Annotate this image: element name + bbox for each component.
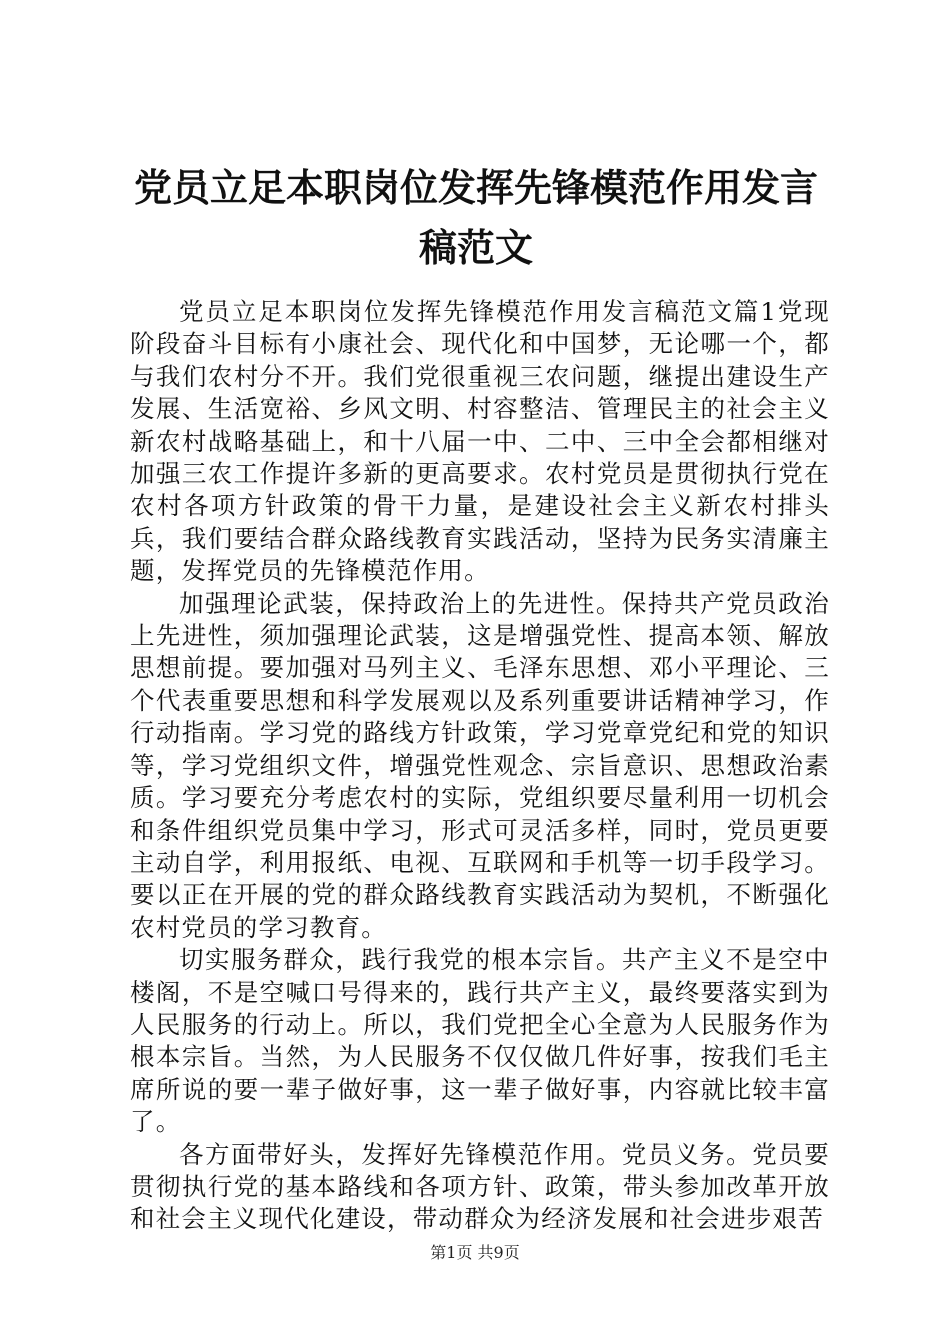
paragraph-4: 各方面带好头，发挥好先锋模范作用。党员义务。党员要贯彻执行党的基本路线和各项方针、政策，带头参加改革开放和社会主义现代化建设，带动群众为经济发展和社会进步艰苦 — [130, 1139, 830, 1234]
page-number-footer: 第1页 共9页 — [430, 1243, 520, 1262]
document-title: 党员立足本职岗位发挥先锋模范作用发言稿范文 — [133, 166, 818, 270]
paragraph-2: 加强理论武装，保持政治上的先进性。保持共产党员政治上先进性，须加强理论武装，这是增强党性、提高本领、解放思想前提。要加强对马列主义、毛泽东思想、邓小平理论、三个代表重要思想和科学发展观以及系列重要讲话精神学习，作行动指南。学习党的路线方针政策，学习党章党纪和党的知识等，学习党组织文件，增强党性观念、宗旨意识、思想政治素质。学习要充分考虑农村的实际，党组织要尽量利用一切机会和条件组织党员集中学习，形式可灵活多样，同时，党员更要主动自学，利用报纸、电视、互联网和手机等一切手段学习。要以正在开展的党的群众路线教育实践活动为契机，不断强化农村党员的学习教育。 — [130, 588, 830, 942]
paragraph-1: 党员立足本职岗位发挥先锋模范作用发言稿范文篇1党现阶段奋斗目标有小康社会、现代化和中国梦，无论哪一个，都与我们农村分不开。我们党很重视三农问题，继提出建设生产发展、生活宽裕、乡风文明、村容整洁、管理民主的社会主义新农村战略基础上，和十八届一中、二中、三中全会都相继对加强三农工作提许多新的更高要求。农村党员是贯彻执行党在农村各项方针政策的骨干力量，是建设社会主义新农村排头兵，我们要结合群众路线教育实践活动，坚持为民务实清廉主题，发挥党员的先锋模范作用。 — [130, 297, 830, 586]
document-body — [130, 296, 830, 1236]
paragraph-3: 切实服务群众，践行我党的根本宗旨。共产主义不是空中楼阁，不是空喊口号得来的，践行共产主义，最终要落实到为人民服务的行动上。所以，我们党把全心全意为人民服务作为根本宗旨。当然，为人民服务不仅仅做几件好事，按我们毛主席所说的要一辈子做好事，这一辈子做好事，内容就比较丰富了。 — [130, 945, 830, 1137]
